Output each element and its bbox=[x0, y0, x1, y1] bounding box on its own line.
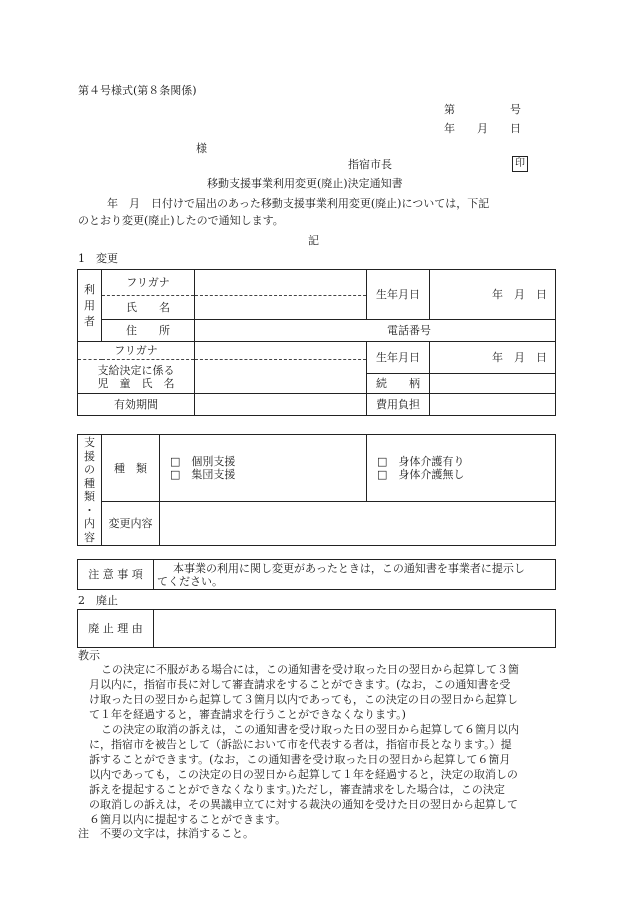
addressee: 様 bbox=[196, 142, 207, 155]
valid-period-field[interactable] bbox=[195, 394, 367, 416]
individual-support-checkbox[interactable]: □ 個別支援 bbox=[170, 455, 236, 468]
form-number: 第４号様式(第８条関係) bbox=[78, 84, 197, 97]
abolish-reason-label: 廃 止 理 由 bbox=[78, 610, 154, 648]
care-yes-checkbox[interactable]: □ 身体介護有り bbox=[377, 455, 465, 468]
abolish-reason-field[interactable] bbox=[154, 610, 556, 648]
child-name-field[interactable] bbox=[195, 360, 367, 394]
notes-label: 注 意 事 項 bbox=[78, 560, 154, 590]
child-name-label: 支給決定に係る 児 童 氏 名 bbox=[78, 360, 195, 394]
document-number: 第 号 bbox=[444, 103, 521, 116]
abolish-table bbox=[77, 609, 556, 648]
section-abolish-heading: 2 廃止 bbox=[78, 594, 118, 607]
group-support-checkbox[interactable]: □ 集団支援 bbox=[170, 468, 236, 481]
care-no-checkbox[interactable]: □ 身体介護無し bbox=[377, 468, 465, 481]
address-field[interactable] bbox=[195, 320, 556, 342]
user-group-label: 利 用 者 bbox=[78, 270, 102, 342]
notice-paragraph-2: この決定の取消の訴えは，この通知書を受け取った日の翌日から起算して６箇月以内 に，指宿市を被告として（訴訟において市を代表する者は，指宿市長となります。）提 訴することができます。(なお，この通知書を受け取った日の翌日から起算して６箇月 以内であっても，この決定の日の翌日から起算して１年を経過すると，決定の取消しの 訴えを提起することができなくなります。)ただし，審査請求をした場合は，この決定 の取消しの訴えは，その異議申立てに対する裁決の通知を受けた日の翌日から起算して ６箇月以内に提起することができます。 bbox=[89, 723, 519, 826]
support-group-label: 支 援 の 種 類 ・ 内 容 bbox=[78, 435, 102, 546]
relation-label: 続 柄 bbox=[367, 374, 430, 394]
footnote: 注 不要の文字は，抹消すること。 bbox=[78, 827, 254, 840]
child-furigana-field[interactable] bbox=[195, 342, 367, 360]
notes-text: 本事業の利用に関し変更があったときは，この通知書を事業者に提示し てください。 bbox=[154, 560, 556, 590]
cost-field[interactable] bbox=[430, 394, 556, 416]
child-birthdate-value[interactable]: 年 月 日 bbox=[430, 342, 556, 374]
birthdate-label: 生年月日 bbox=[367, 270, 430, 320]
ki-heading: 記 bbox=[308, 234, 319, 247]
notice-heading: 教示 bbox=[78, 649, 100, 662]
furigana-label: フリガナ bbox=[102, 270, 195, 296]
name-label: 氏 名 bbox=[102, 296, 195, 320]
phone-label: 電話番号 bbox=[387, 324, 431, 337]
document-date: 年 月 日 bbox=[444, 122, 521, 135]
issuer: 指宿市長 bbox=[348, 158, 392, 171]
section-change-heading: 1 変更 bbox=[78, 252, 118, 265]
notice-paragraph-1: この決定に不服がある場合には，この通知書を受け取った日の翌日から起算して３箇 月以内に，指宿市長に対して審査請求をすることができます。(なお，この通知書を受 け取った日の翌日から起算して３箇月以内であっても，この決定の日の翌日から起算し て１年を経過すると，審査請求を行うことができなくなります。) bbox=[89, 663, 519, 721]
intro-line-1: 年 月 日付けで届出のあった移動支援事業利用変更(廃止)については，下記 bbox=[107, 197, 490, 210]
support-kind-options bbox=[160, 435, 367, 502]
valid-period-label: 有効期間 bbox=[78, 394, 195, 416]
change-content-label: 変更内容 bbox=[102, 502, 160, 546]
name-field[interactable] bbox=[195, 296, 367, 320]
kind-label: 種 類 bbox=[102, 435, 160, 502]
support-table bbox=[77, 434, 556, 546]
child-birthdate-label: 生年月日 bbox=[367, 342, 430, 374]
birthdate-value[interactable]: 年 月 日 bbox=[430, 270, 556, 320]
child-furigana-label: フリガナ bbox=[78, 342, 195, 360]
notes-table bbox=[77, 559, 556, 590]
document-title: 移動支援事業利用変更(廃止)決定通知書 bbox=[207, 177, 403, 190]
cost-label: 費用負担 bbox=[367, 394, 430, 416]
intro-line-2: のとおり変更(廃止)したので通知します。 bbox=[78, 214, 284, 227]
user-info-table bbox=[77, 269, 556, 416]
seal-mark: 印 bbox=[512, 156, 528, 172]
furigana-field[interactable] bbox=[195, 270, 367, 296]
physical-care-options bbox=[367, 435, 556, 502]
relation-field[interactable] bbox=[430, 374, 556, 394]
address-label: 住 所 bbox=[102, 320, 195, 342]
change-content-field[interactable] bbox=[160, 502, 556, 546]
